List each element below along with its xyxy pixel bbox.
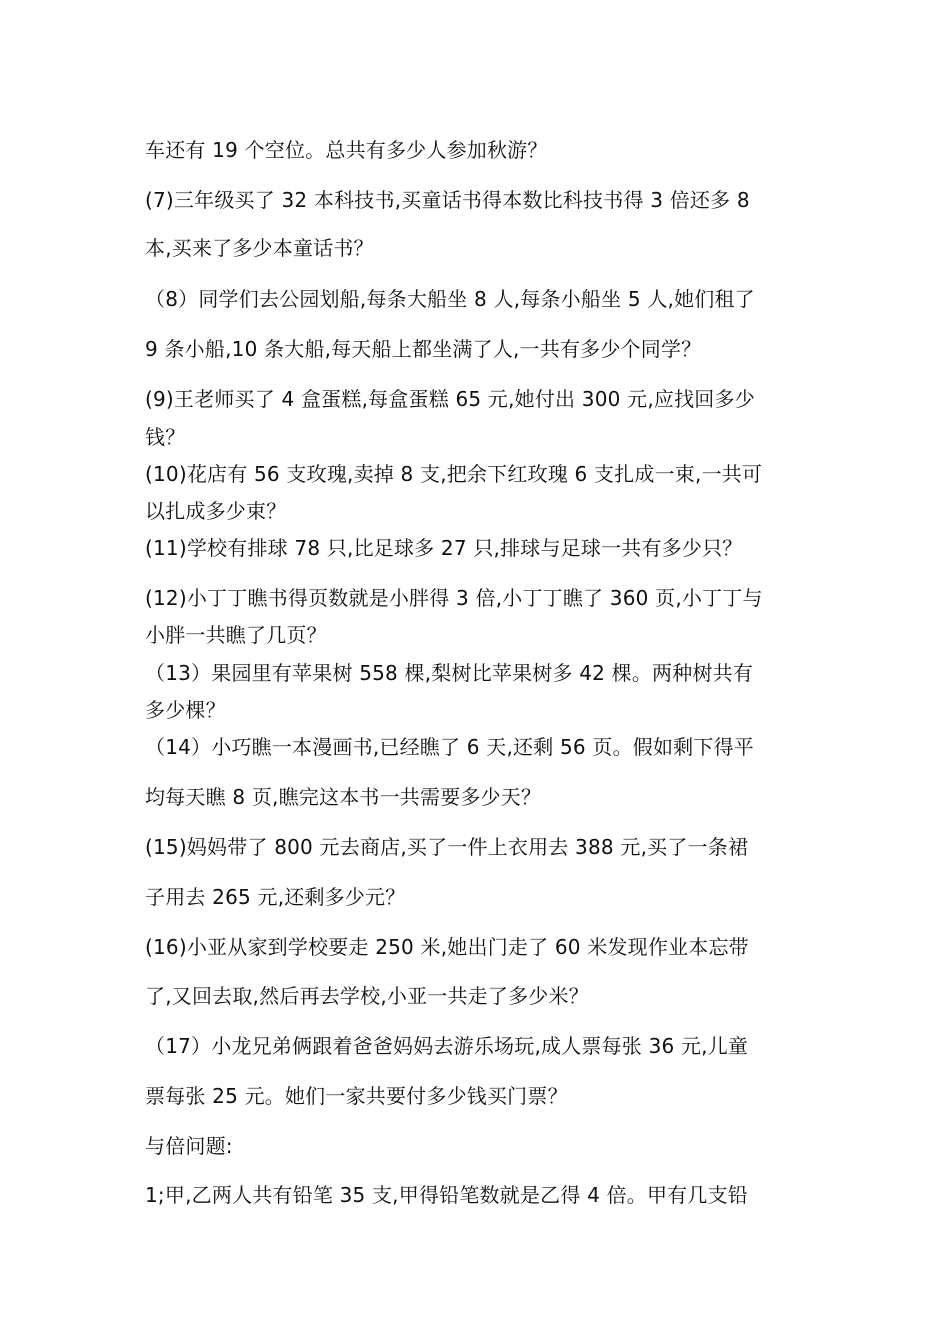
text-line: 多少棵？ <box>145 698 226 722</box>
text-line: (16)小亚从家到学校要走 250 米,她出门走了 60 米发现作业本忘带 <box>145 935 749 959</box>
text-line: 了,又回去取,然后再去学校,小亚一共走了多少米？ <box>145 984 589 1008</box>
text-line: 均每天瞧 8 页,瞧完这本书一共需要多少天？ <box>145 785 542 809</box>
text-line: 票每张 25 元。她们一家共要付多少钱买门票？ <box>145 1084 568 1108</box>
text-line: 本,买来了多少本童话书？ <box>145 236 374 260</box>
text-line: 以扎成多少束？ <box>145 499 287 523</box>
text-line: （17）小龙兄弟俩跟着爸爸妈妈去游乐场玩,成人票每张 36 元,儿童 <box>145 1034 749 1058</box>
text-line: 车还有 19 个空位。总共有多少人参加秋游？ <box>145 138 548 162</box>
text-line: (7)三年级买了 32 本科技书,买童话书得本数比科技书得 3 倍还多 8 <box>145 188 750 212</box>
text-line: （13）果园里有苹果树 558 棵,梨树比苹果树多 42 棵。两种树共有 <box>145 661 754 685</box>
text-line: 小胖一共瞧了几页？ <box>145 623 327 647</box>
text-line: 钱？ <box>145 425 186 449</box>
text-line: （14）小巧瞧一本漫画书,已经瞧了 6 天,还剩 56 页。假如剩下得平 <box>145 735 754 759</box>
text-line: 9 条小船,10 条大船,每天船上都坐满了人,一共有多少个同学？ <box>145 337 702 361</box>
text-line: 与倍问题: <box>145 1134 233 1158</box>
text-line: （8）同学们去公园划船,每条大船坐 8 人,每条小船坐 5 人,她们租了 <box>145 287 755 311</box>
text-line: (10)花店有 56 支玫瑰,卖掉 8 支,把余下红玫瑰 6 支扎成一束,一共可 <box>145 462 763 486</box>
text-line: (15)妈妈带了 800 元去商店,买了一件上衣用去 388 元,买了一条裙 <box>145 835 749 859</box>
text-line: (12)小丁丁瞧书得页数就是小胖得 3 倍,小丁丁瞧了 360 页,小丁丁与 <box>145 586 763 610</box>
text-line: 子用去 265 元,还剩多少元？ <box>145 885 406 909</box>
text-line: 1;甲,乙两人共有铅笔 35 支,甲得铅笔数就是乙得 4 倍。甲有几支铅 <box>145 1183 748 1207</box>
text-line: (11)学校有排球 78 只,比足球多 27 只,排球与足球一共有多少只？ <box>145 536 743 560</box>
text-line: (9)王老师买了 4 盒蛋糕,每盒蛋糕 65 元,她付出 300 元,应找回多少 <box>145 387 755 411</box>
